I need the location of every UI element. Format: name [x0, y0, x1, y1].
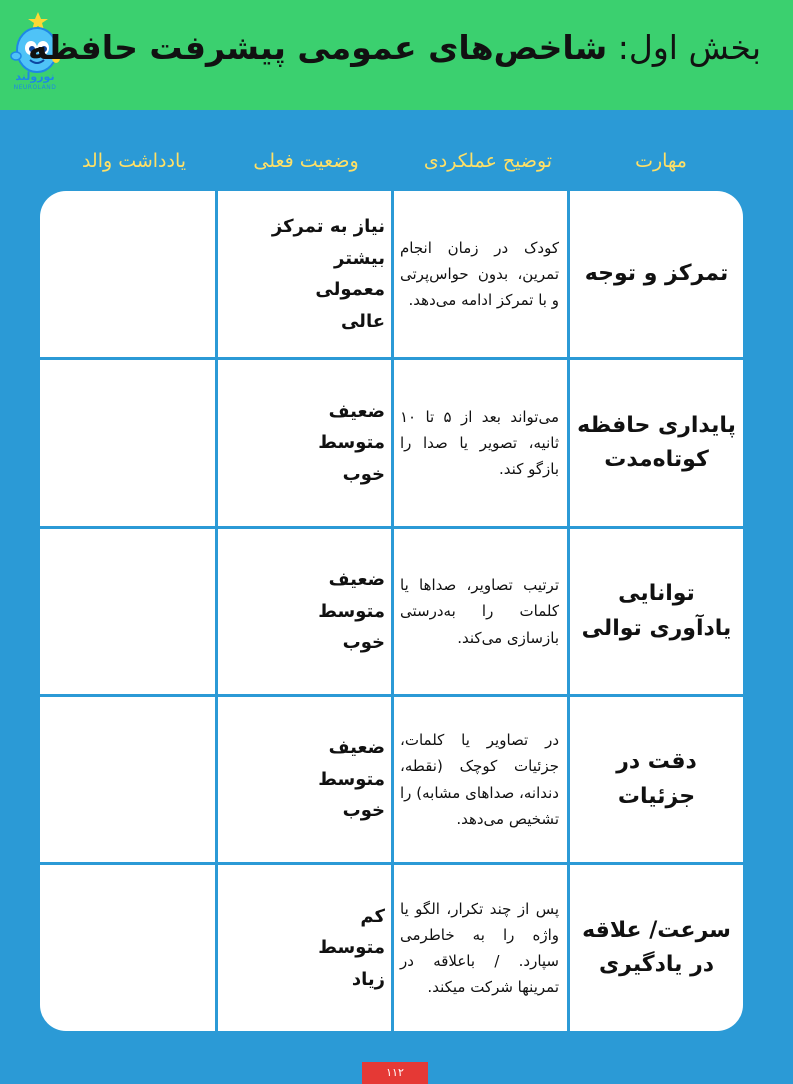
progress-table	[40, 191, 743, 1031]
status-option[interactable]: متوسط	[318, 600, 385, 622]
logo-text: نورولند	[15, 70, 55, 83]
title-prefix: بخش اول:	[617, 28, 761, 67]
page-header	[0, 0, 793, 110]
row-description: پس از چند تکرار، الگو یا واژه را به خاطرمی سپارد. / باعلاقه در تمرینها شرکت میکند.	[400, 899, 559, 997]
status-option[interactable]: خوب	[342, 632, 385, 654]
column-header-notes: یادداشت والد	[81, 150, 187, 172]
status-option[interactable]: متوسط	[318, 768, 385, 790]
row-notes[interactable]	[40, 360, 215, 526]
row-status-options	[218, 191, 391, 357]
status-option[interactable]: معمولی	[315, 279, 385, 300]
row-description: می‌تواند بعد از ۵ تا ۱۰ ثانیه، تصویر یا صدا را بازگو کند.	[400, 407, 559, 479]
logo-subtext: NEUROLAND	[13, 84, 57, 91]
row-status-options	[218, 529, 391, 694]
status-option[interactable]: متوسط	[318, 432, 385, 454]
row-notes[interactable]	[40, 697, 215, 862]
status-option[interactable]: ضعیف	[328, 400, 385, 422]
row-status-options	[218, 865, 391, 1031]
status-option[interactable]: خوب	[342, 463, 385, 485]
page-number: ۱۱۲	[362, 1062, 428, 1084]
status-option[interactable]: متوسط	[318, 937, 385, 959]
row-skill: تمرکز و توجه	[584, 260, 729, 286]
row-description: ترتیب تصاویر، صداها یا کلمات را به‌درستی بازسازی می‌کند.	[400, 576, 559, 647]
row-notes[interactable]	[40, 191, 215, 357]
status-option[interactable]: نیاز به تمرکز بیشتر	[271, 216, 385, 269]
row-description: در تصاویر یا کلمات، جزئیات کوچک (نقطه، دندانه، صداهای مشابه) را تشخیص می‌دهد.	[400, 731, 559, 828]
row-status-options	[218, 697, 391, 862]
row-notes[interactable]	[40, 529, 215, 694]
page-title	[28, 28, 761, 67]
column-header-description: توضیح عملکردی	[423, 150, 553, 172]
row-skill: سرعت/ علاقه در یادگیری	[582, 917, 731, 977]
status-option[interactable]: عالی	[340, 310, 385, 332]
row-skill: پایداری حافظه کوتاه‌مدت	[577, 412, 736, 472]
row-skill: توانایی یادآوری توالی	[581, 581, 732, 641]
row-skill: دقت در جزئیات	[616, 749, 697, 809]
status-option[interactable]: زیاد	[351, 968, 385, 990]
status-option[interactable]: ضعیف	[328, 737, 385, 759]
column-header-status: وضعیت فعلی	[253, 150, 359, 172]
column-header-skill: مهارت	[635, 150, 687, 172]
row-description: کودک در زمان انجام تمرین، بدون حواس‌پرتی و با تمرکز ادامه می‌دهد.	[400, 238, 559, 310]
row-status-options	[218, 360, 391, 526]
row-notes[interactable]	[40, 865, 215, 1031]
status-option[interactable]: ضعیف	[328, 569, 385, 591]
status-option[interactable]: کم	[360, 905, 385, 927]
status-option[interactable]: خوب	[342, 800, 385, 822]
title-main: شاخص‌های عمومی پیشرفت حافظه	[27, 28, 608, 67]
